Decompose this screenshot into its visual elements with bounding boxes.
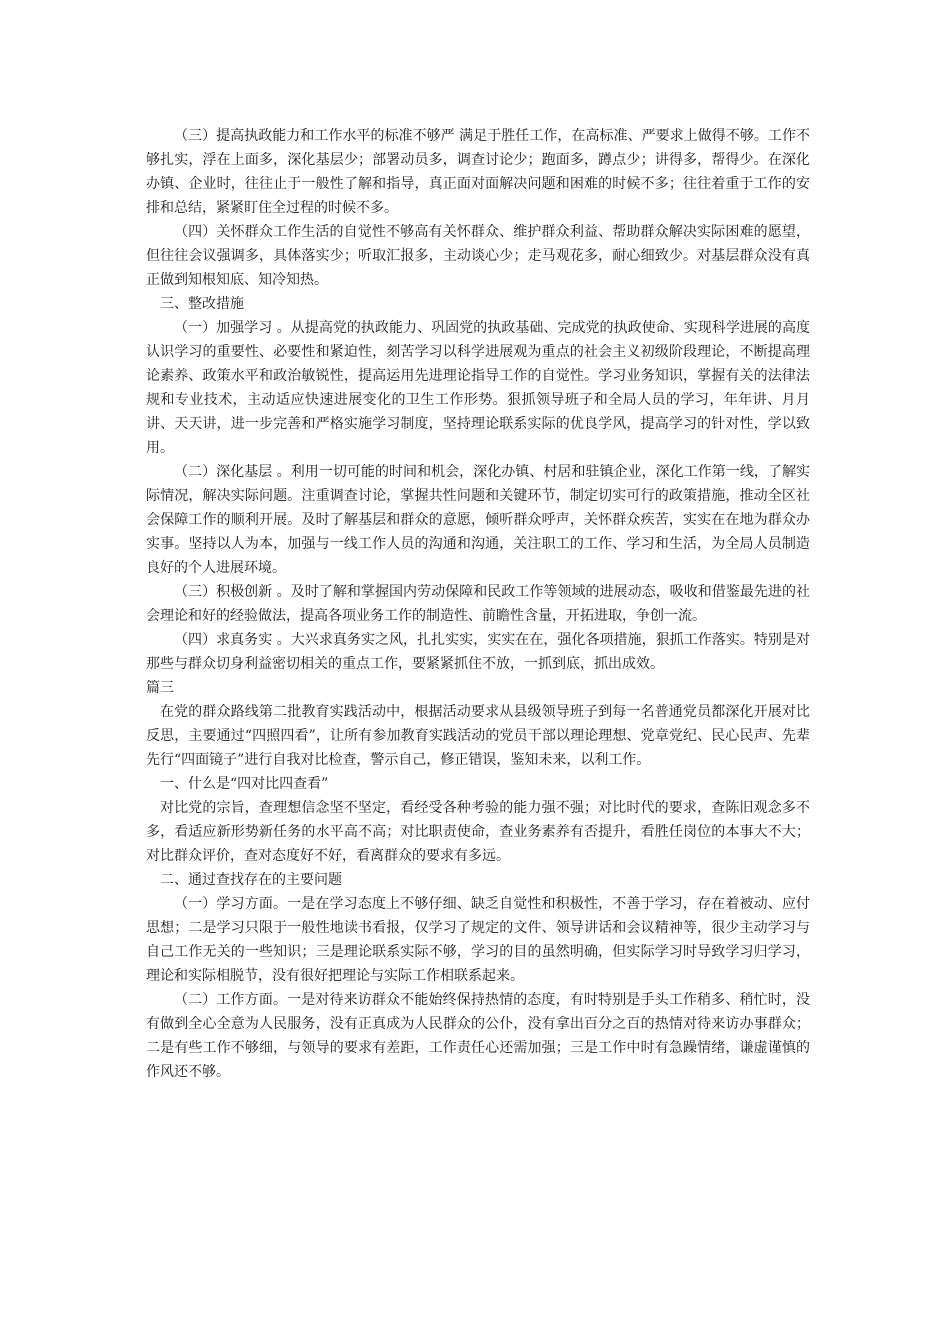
document-page: [146, 124, 810, 1084]
paragraph-strengthen-learning: （一）加强学习 。从提高党的执政能力、巩固党的执政基础、完成党的执政使命、实现科学进展的高度认识学习的重要性、必要性和紧迫性，刻苦学习以科学进展观为重点的社会主义初级阶段理论，不断提高理论素养、政策水平和政治敏锐性，提高运用先进理论指导工作的自觉性。学习业务知识，掌握有关的法律法规和专业技术，主动适应快速进展变化的卫生工作形势。狠抓领导班子和全局人员的学习，年年讲、月月讲、天天讲，进一步完善和严格实施学习制度，坚持理论联系实际的优良学风，提高学习的针对性，学以致用。: [146, 320, 810, 456]
paragraph-work-aspect: （二）工作方面。一是对待来访群众不能始终保持热情的态度，有时特别是手头工作稍多、稍忙时，没有做到全心全意为人民服务，没有正真成为人民群众的公仆，没有拿出百分之百的热情对待来访办事群众；二是有些工作不够细，与领导的要求有差距，工作责任心还需加强；三是工作中时有急躁情绪，谦虚谨慎的作风还不够。: [146, 992, 810, 1080]
heading-main-problems: 二、通过查找存在的主要问题: [160, 872, 342, 888]
paragraph-seek-truth: （四）求真务实 。大兴求真务实之风，扎扎实实，实实在在，强化各项措施，狠抓工作落实。特别是对那些与群众切身利益密切相关的重点工作，要紧紧抓住不放，一抓到底，抓出成效。: [146, 632, 810, 672]
paragraph-four-comparisons: 对比党的宗旨，查理想信念坚不坚定，看经受各种考验的能力强不强；对比时代的要求，查陈旧观念多不多，看适应新形势新任务的水平高不高；对比职责使命，查业务素养有否提升，看胜任岗位的本事大不大；对比群众评价，查对态度好不好，看离群众的要求有多远。: [146, 800, 810, 864]
paragraph-active-innovation: （三）积极创新 。及时了解和掌握国内劳动保障和民政工作等领域的进展动态，吸收和借鉴最先进的社会理论和好的经验做法，提高各项业务工作的制造性、前瞻性含量，开拓进取，争创一流。: [146, 584, 810, 624]
paragraph-intro-part-three: 在党的群众路线第二批教育实践活动中，根据活动要求从县级领导班子到每一名普通党员都深化开展对比反思，主要通过“四照四看”，让所有参加教育实践活动的党员干部以理论理想、党章党纪、民心民声、先辈先行“四面镜子”进行自我对比检查，警示自己，修正错误，鉴知未来，以利工作。: [146, 704, 810, 768]
heading-what-is-four-comparisons: 一、什么是“四对比四查看”: [160, 776, 329, 792]
paragraph-improve-capability: （三）提高执政能力和工作水平的标准不够严 满足于胜任工作，在高标准、严要求上做得不够。工作不够扎实，浮在上面多，深化基层少；部署动员多，调查讨论少；跑面多，蹲点少；讲得多，帮得少。在深化办镇、企业时，往往止于一般性了解和指导，真正面对面解决问题和困难的时候不多；往往着重于工作的安排和总结，紧紧盯住全过程的时候不多。: [146, 128, 810, 216]
heading-rectification-measures: 三、整改措施: [160, 296, 244, 312]
section-mark-part-three: 篇三: [146, 680, 174, 696]
paragraph-deepen-grassroots: （二）深化基层 。利用一切可能的时间和机会，深化办镇、村居和驻镇企业，深化工作第一线，了解实际情况，解决实际问题。注重调查讨论，掌握共性问题和关键环节，制定切实可行的政策措施，推动全区社会保障工作的顺利开展。及时了解基层和群众的意愿，倾听群众呼声，关怀群众疾苦，实实在在地为群众办实事。坚持以人为本，加强与一线工作人员的沟通和沟通，关注职工的工作、学习和生活，为全局人员制造良好的个人进展环境。: [146, 464, 810, 576]
paragraph-learning-aspect: （一）学习方面。一是在学习态度上不够仔细、缺乏自觉性和积极性，不善于学习，存在着被动、应付思想；二是学习只限于一般性地读书看报，仅学习了规定的文件、领导讲话和会议精神等，很少主动学习与自己工作无关的一些知识；三是理论联系实际不够，学习的目的虽然明确，但实际学习时导致学习归学习，理论和实际相脱节，没有很好把理论与实际工作相联系起来。: [146, 896, 810, 984]
paragraph-care-for-masses: （四）关怀群众工作生活的自觉性不够高有关怀群众、维护群众利益、帮助群众解决实际困难的愿望，但往往会议强调多，具体落实少；听取汇报多，主动谈心少；走马观花多，耐心细致少。对基层群众没有真正做到知根知底、知冷知热。: [146, 224, 810, 288]
